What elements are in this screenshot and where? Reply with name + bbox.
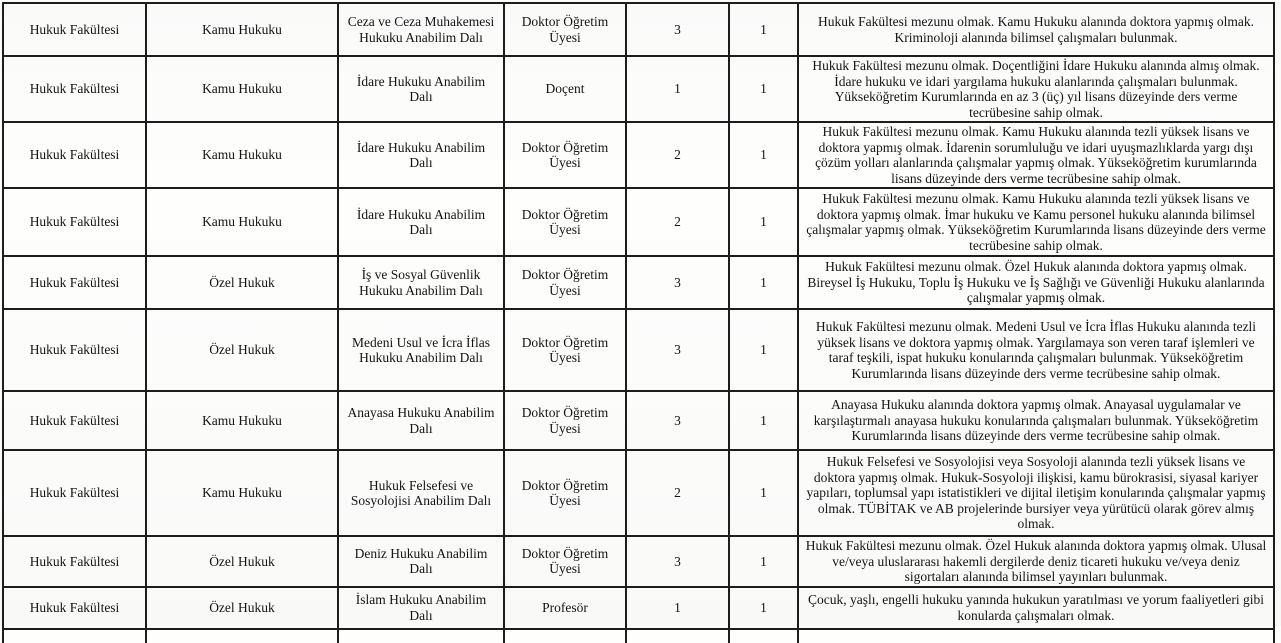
- program-cell: Hukuk Felsefesi ve Sosyolojisi Anabilim Dalı: [338, 450, 504, 536]
- faculty-cell: Hukuk Fakültesi: [3, 450, 146, 536]
- count-cell: 1: [729, 309, 798, 391]
- grade-cell: 1: [626, 587, 729, 629]
- faculty-cell: [3, 629, 146, 643]
- department-cell: Özel Hukuk: [146, 256, 338, 309]
- count-cell: 1: [729, 391, 798, 450]
- count-cell: 1: [729, 122, 798, 188]
- program-cell: İdare Hukuku Anabilim Dalı: [338, 56, 504, 122]
- program-cell: İş ve Sosyal Güvenlik Hukuku Anabilim Dalı: [338, 256, 504, 309]
- title-cell: Profesör: [504, 587, 626, 629]
- department-cell: Kamu Hukuku: [146, 391, 338, 450]
- faculty-cell: Hukuk Fakültesi: [3, 587, 146, 629]
- count-cell: [729, 629, 798, 643]
- title-cell: Doktor Öğretim Üyesi: [504, 391, 626, 450]
- count-cell: 1: [729, 3, 798, 56]
- grade-cell: 1: [626, 56, 729, 122]
- title-cell: [504, 629, 626, 643]
- grade-cell: 3: [626, 391, 729, 450]
- faculty-cell: Hukuk Fakültesi: [3, 188, 146, 256]
- count-cell: 1: [729, 56, 798, 122]
- count-cell: 1: [729, 450, 798, 536]
- grade-cell: 3: [626, 536, 729, 587]
- table-row: [3, 450, 1274, 536]
- program-cell: İslam Hukuku Anabilim Dalı: [338, 587, 504, 629]
- requirements-cell: Çocuk, yaşlı, engelli hukuku yanında hukukun yaratılması ve yorum faaliyetleri gibi konularda çalışmaları olmak.: [798, 587, 1274, 629]
- program-cell: Ceza ve Ceza Muhakemesi Hukuku Anabilim Dalı: [338, 3, 504, 56]
- requirements-cell: Hukuk Fakültesi mezunu olmak. Doçentliğini İdare Hukuku alanında almış olmak. İdare hukuku ve idari yargılama hukuku alanlarında çalışmaları bulunmak. Yükseköğretim Kurumlarında en az 3 (üç) yıl lisans düzeyinde ders verme tecrübesine sahip olmak.: [798, 56, 1274, 122]
- count-cell: 1: [729, 188, 798, 256]
- title-cell: Doktor Öğretim Üyesi: [504, 536, 626, 587]
- table-row: [3, 122, 1274, 188]
- faculty-cell: Hukuk Fakültesi: [3, 391, 146, 450]
- requirements-cell: Hukuk Fakültesi mezunu olmak. Kamu Hukuku alanında doktora yapmış olmak. Kriminoloji alanında bilimsel çalışmaları bulunmak.: [798, 3, 1274, 56]
- table-row: [3, 536, 1274, 587]
- table-row: [3, 391, 1274, 450]
- program-cell: Anayasa Hukuku Anabilim Dalı: [338, 391, 504, 450]
- title-cell: Doktor Öğretim Üyesi: [504, 188, 626, 256]
- requirements-cell: Hukuk Felsefesi ve Sosyolojisi veya Sosyoloji alanında tezli yüksek lisans ve doktora yapmış olmak. Hukuk-Sosyoloji ilişkisi, kamu bürokrasisi, siyasal kariyer yapıları, toplumsal yapı istatistikleri ve dijital iletişim konularında çalışmalar yapmış olmak. TÜBİTAK ve AB projelerinde bursiyer veya yürütücü olarak görev almış olmak.: [798, 450, 1274, 536]
- faculty-cell: Hukuk Fakültesi: [3, 3, 146, 56]
- table-body: [3, 3, 1274, 643]
- table-row: [3, 256, 1274, 309]
- title-cell: Doçent: [504, 56, 626, 122]
- table-row: [3, 3, 1274, 56]
- program-cell: [338, 629, 504, 643]
- grade-cell: [626, 629, 729, 643]
- department-cell: Kamu Hukuku: [146, 122, 338, 188]
- department-cell: [146, 629, 338, 643]
- faculty-cell: Hukuk Fakültesi: [3, 56, 146, 122]
- department-cell: Kamu Hukuku: [146, 188, 338, 256]
- grade-cell: 2: [626, 188, 729, 256]
- table-row: [3, 587, 1274, 629]
- grade-cell: 3: [626, 256, 729, 309]
- title-cell: Doktor Öğretim Üyesi: [504, 122, 626, 188]
- faculty-cell: Hukuk Fakültesi: [3, 309, 146, 391]
- grade-cell: 2: [626, 122, 729, 188]
- program-cell: İdare Hukuku Anabilim Dalı: [338, 188, 504, 256]
- partial-cropped-row: [3, 629, 1274, 643]
- requirements-cell: Hukuk Fakültesi mezunu olmak. Özel Hukuk alanında doktora yapmış olmak. Bireysel İş Hukuku, Toplu İş Hukuku ve İş Sağlığı ve Güvenliği Hukuku alanlarında çalışmalar yapmış olmak.: [798, 256, 1274, 309]
- job-postings-table: [2, 2, 1275, 643]
- count-cell: 1: [729, 536, 798, 587]
- program-cell: Deniz Hukuku Anabilim Dalı: [338, 536, 504, 587]
- requirements-cell: Hukuk Fakültesi mezunu olmak. Kamu Hukuku alanında tezli yüksek lisans ve doktora yapmış olmak. İdarenin sorumluluğu ve idari uyuşmazlıklarda yargı dışı çözüm yolları alanlarında çalışmalar yapmış olmak. Yükseköğretim kurumlarında lisans düzeyinde ders verme tecrübesine sahip olmak.: [798, 122, 1274, 188]
- count-cell: 1: [729, 587, 798, 629]
- requirements-cell: Hukuk Fakültesi mezunu olmak. Medeni Usul ve İcra İflas Hukuku alanında tezli yüksek lisans ve doktora yapmış olmak. Yargılamaya son veren taraf işlemleri ve taraf teşkili, ispat hukuku konularında çalışmaları bulunmak. Yükseköğretim Kurumlarında lisans düzeyinde ders verme tecrübesine sahip olmak.: [798, 309, 1274, 391]
- department-cell: Özel Hukuk: [146, 536, 338, 587]
- title-cell: Doktor Öğretim Üyesi: [504, 256, 626, 309]
- department-cell: Kamu Hukuku: [146, 450, 338, 536]
- count-cell: 1: [729, 256, 798, 309]
- scanned-document-page: [0, 2, 1281, 626]
- requirements-cell: Hukuk Fakültesi mezunu olmak. Özel Hukuk alanında doktora yapmış olmak. Ulusal ve/veya uluslararası hakemli dergilerde deniz ticareti hukuku ve/veya deniz sigortaları alanında bilimsel yayınları bulunmak.: [798, 536, 1274, 587]
- requirements-cell: Hukuk Fakültesi mezunu olmak. Kamu Hukuku alanında tezli yüksek lisans ve doktora yapmış olmak. İmar hukuku ve Kamu personel hukuku alanında bilimsel çalışmalar yapmış olmak. Yükseköğretim Kurumlarında lisans düzeyinde ders verme tecrübesine sahip olmak.: [798, 188, 1274, 256]
- grade-cell: 2: [626, 450, 729, 536]
- table-row: [3, 188, 1274, 256]
- table-row: [3, 56, 1274, 122]
- faculty-cell: Hukuk Fakültesi: [3, 536, 146, 587]
- grade-cell: 3: [626, 309, 729, 391]
- title-cell: Doktor Öğretim Üyesi: [504, 309, 626, 391]
- faculty-cell: Hukuk Fakültesi: [3, 122, 146, 188]
- department-cell: Özel Hukuk: [146, 309, 338, 391]
- department-cell: Kamu Hukuku: [146, 56, 338, 122]
- table-row: [3, 309, 1274, 391]
- requirements-cell: Anayasa Hukuku alanında doktora yapmış olmak. Anayasal uygulamalar ve karşılaştırmalı anayasa hukuku konularında çalışmaları bulunmak. Yükseköğretim Kurumlarında lisans düzeyinde ders verme tecrübesine sahip olmak.: [798, 391, 1274, 450]
- department-cell: Kamu Hukuku: [146, 3, 338, 56]
- requirements-cell: [798, 629, 1274, 643]
- title-cell: Doktor Öğretim Üyesi: [504, 3, 626, 56]
- department-cell: Özel Hukuk: [146, 587, 338, 629]
- faculty-cell: Hukuk Fakültesi: [3, 256, 146, 309]
- program-cell: Medeni Usul ve İcra İflas Hukuku Anabilim Dalı: [338, 309, 504, 391]
- program-cell: İdare Hukuku Anabilim Dalı: [338, 122, 504, 188]
- title-cell: Doktor Öğretim Üyesi: [504, 450, 626, 536]
- grade-cell: 3: [626, 3, 729, 56]
